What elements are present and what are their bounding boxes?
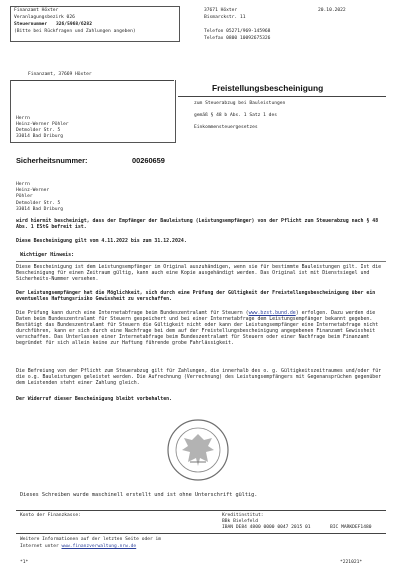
recipient2-line-1: Herrn — [16, 182, 30, 187]
hint3-text-pre: Die Prüfung kann durch eine Internetabfrage beim Bundeszentralamt für Steuern ( — [16, 310, 249, 316]
title-sub-2: gemäß § 48 b Abs. 1 Satz 1 des — [194, 113, 277, 118]
title-rule — [178, 96, 386, 97]
hint-paragraph-4: Die Befreiung von der Pflicht zum Steuerabzug gilt für Zahlungen, die innerhalb des o. g. Gültigkeitszeitraumes und/oder für die o.g. Bauleistungen geleistet werden. Die Aufrechnung (Verrechnung) des Leistungsempfängers mit Gegenansprüchen gegenüber dem Leistenden steht einer Zahlung gleich. — [16, 368, 382, 387]
hint-paragraph-2: Der Leistungsempfänger hat die Möglichkeit, sich durch eine Prüfung der Gültigkeit der Freistellungsbescheinigung über ein eventuelles Haftungsrisiko Gewissheit zu verschaffen. — [16, 290, 376, 303]
recipient-line-1: Herrn — [16, 116, 30, 121]
recipient-line-3: Detmolder Str. 5 — [16, 128, 61, 133]
office-fax: Telefax 0800 10092675326 — [204, 36, 271, 41]
return-address: Finanzamt, 37669 Höxter — [28, 72, 92, 77]
title-sub-3: Einkommensteuergesetzes — [194, 125, 258, 130]
recipient2-line-2: Heinz-Werner — [16, 188, 50, 193]
bank-rule-bottom — [16, 533, 386, 534]
security-number-label: Sicherheitsnummer: — [16, 156, 88, 165]
letter-date: 20.10.2022 — [318, 8, 346, 13]
tax-number-value: 326/5968/6282 — [56, 22, 92, 27]
recipient2-line-5: 33014 Bad Driburg — [16, 207, 64, 212]
recipient-line-2: Heinz-Werner Pöhler — [16, 122, 69, 127]
hint-paragraph-1: Diese Bescheinigung ist dem Leistungsempfänger im Original auszuhändigen, wenn sie für bestimmte Bauleistungen gilt. Ist die Bescheinigung für einen Zeitraum gültig, kann auch eine Kopie ausgehändigt werden. Das Original ist mit Dienstsiegel und Sicherheits-Nummer versehen. — [16, 264, 382, 283]
footer-info-2 — [20, 544, 136, 550]
validity-text: Diese Bescheinigung gilt vom 4.11.2022 bis zum 31.12.2024. — [16, 238, 187, 244]
revocation-note: Der Widerruf dieser Bescheinigung bleibt vorbehalten. — [16, 396, 173, 402]
bank-account-label: Konto der Finanzkasse: — [20, 513, 81, 518]
sender-line-1: Finanzamt Höxter — [14, 8, 59, 13]
bank-rule-top — [16, 510, 386, 511]
machine-note: Dieses Schreiben wurde maschinell erstellt und ist ohne Unterschrift gültig. — [20, 492, 258, 498]
hint3-text-post: ) erfolgen. Dazu werden die Daten beim Bundeszentralamt für Steuern gespeichert und bei einer Internetabfrage dem Leistungsempfänger bekannt gegeben. Bestätigt das Bundeszentralamt für Steuern die Gültigkeit nicht oder kann der Leistungsempfänger eine Internetabfrage nicht durchführen, kann er sich durch eine Nachfrage bei dem auf der Freistellungsbescheinigung angegebenen Finanzamt Gewissheit verschaffen. Das Unterlassen einer Internetabfrage beim Bundeszentralamt für Steuern oder einer Nachfrage beim Finanzamt begründet für sich allein keine zur Haftung führende grobe Fahrlässigkeit. — [16, 310, 379, 347]
hint-rule — [16, 261, 386, 262]
bzst-link[interactable]: www.bzst.bund.de — [248, 310, 296, 316]
document-title: Freistellungsbescheinigung — [212, 83, 324, 93]
recipient-line-4: 33014 Bad Driburg — [16, 134, 64, 139]
certify-text: wird hiermit bescheinigt, dass der Empfänger der Bauleistung (Leistungsempfänger) von der Pflicht zum Steuerabzug nach § 48 Abs. 1 EStG befreit ist. — [16, 218, 379, 231]
office-phone: Telefon 05271/969-145968 — [204, 29, 271, 34]
hint-heading: Wichtiger Hinweis: — [20, 252, 75, 258]
page-marker-right: *221021* — [340, 560, 363, 565]
security-number-value: 00260659 — [132, 156, 165, 165]
footer-info-2-text: Internet unter — [20, 544, 62, 549]
eagle-seal-icon — [166, 418, 230, 482]
bank-institute-label: Kreditinstitut: — [222, 513, 264, 518]
finanzverwaltung-link[interactable]: www.finanzverwaltung.nrw.de — [61, 544, 137, 549]
footer-info-1: Weitere Informationen auf der letzten Seite oder im — [20, 537, 162, 542]
recipient2-line-4: Detmolder Str. 5 — [16, 201, 61, 206]
hint-paragraph-3 — [16, 310, 386, 347]
office-zip-city: 37671 Höxter — [204, 8, 238, 13]
sender-line-4: (Bitte bei Rückfragen und Zahlungen angeben) — [14, 29, 136, 34]
tax-number-label: Steuernummer — [14, 22, 48, 27]
title-sub-1: zum Steuerabzug bei Bauleistungen — [194, 101, 286, 106]
office-street: Bismarckstr. 11 — [204, 15, 246, 20]
bank-iban: IBAN DE84 4800 0000 0047 2015 01 — [222, 525, 311, 530]
bank-bic: BIC MARKDEF1480 — [330, 525, 372, 530]
recipient2-line-3: Pöhler — [16, 194, 33, 199]
page-marker-left: *1* — [20, 560, 29, 565]
sender-line-2: Veranlagungsbezirk 026 — [14, 15, 75, 20]
bank-institute: BBk Bielefeld — [222, 519, 258, 524]
